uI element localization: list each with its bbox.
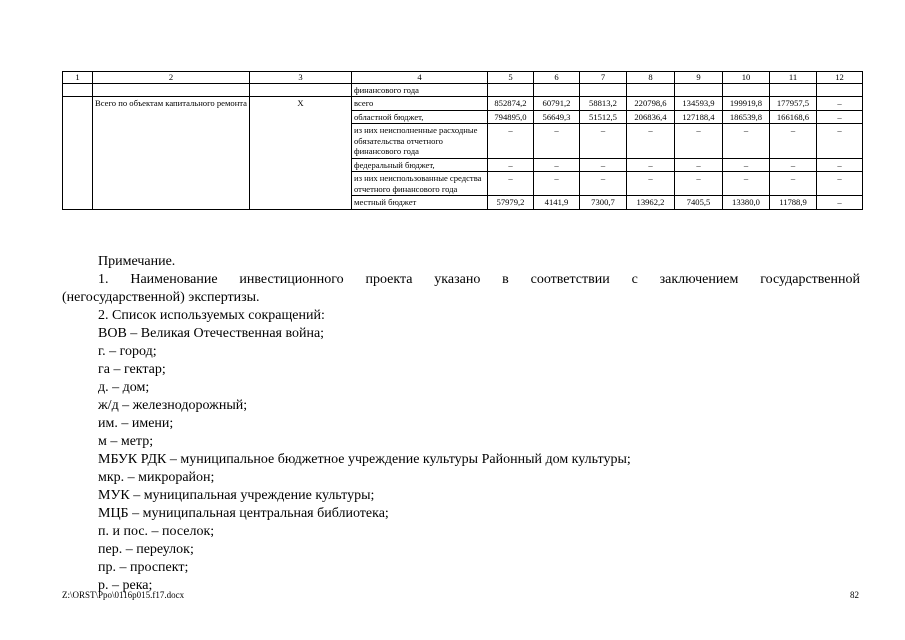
table-cell: 852874,2: [488, 97, 534, 111]
table-cell: –: [817, 196, 863, 210]
table-cell: –: [580, 158, 627, 172]
table-cell: 51512,5: [580, 110, 627, 124]
table-cell: 56649,3: [534, 110, 580, 124]
col-header: 6: [534, 72, 580, 84]
table-cell: –: [817, 110, 863, 124]
header-row: [63, 72, 863, 84]
table-cell: –: [817, 158, 863, 172]
table-cell: [63, 83, 93, 97]
col-header: 3: [250, 72, 352, 84]
row-label: областной бюджет,: [352, 110, 488, 124]
abbreviation-item: га – гектар;: [98, 362, 166, 377]
table-cell: 57979,2: [488, 196, 534, 210]
abbreviation-item: МБУК РДК – муниципальное бюджетное учреждение культуры Районный дом культуры;: [98, 452, 631, 467]
table-cell: –: [770, 124, 817, 159]
table-cell: 134593,9: [675, 97, 723, 111]
table-row: [63, 83, 863, 97]
table-cell: [723, 83, 770, 97]
group-marker: Х: [250, 97, 352, 210]
abbreviation-item: ВОВ – Великая Отечественная война;: [98, 326, 325, 341]
abbreviation-item: пр. – проспект;: [98, 560, 189, 575]
col-header: 8: [627, 72, 675, 84]
col-header: 7: [580, 72, 627, 84]
page-number: 82: [850, 590, 859, 600]
table-cell: 60791,2: [534, 97, 580, 111]
row-label: федеральный бюджет,: [352, 158, 488, 172]
table-cell: [63, 97, 93, 210]
table-cell: [770, 83, 817, 97]
table-cell: –: [675, 158, 723, 172]
abbreviation-item: мкр. – микрорайон;: [98, 470, 215, 485]
table-cell: [93, 83, 250, 97]
abbreviation-item: МУК – муниципальная учреждение культуры;: [98, 488, 375, 503]
table-cell: 186539,8: [723, 110, 770, 124]
col-header: 12: [817, 72, 863, 84]
table-cell: 11788,9: [770, 196, 817, 210]
table-cell: 13380,0: [723, 196, 770, 210]
table-cell: [250, 83, 352, 97]
table-cell: [534, 83, 580, 97]
table-cell: [488, 83, 534, 97]
table-cell: 177957,5: [770, 97, 817, 111]
table-cell: 4141,9: [534, 196, 580, 210]
table-cell: –: [817, 97, 863, 111]
abbreviation-item: пер. – переулок;: [98, 542, 194, 557]
table-cell: –: [627, 172, 675, 196]
table-cell: –: [627, 158, 675, 172]
table-cell: –: [580, 124, 627, 159]
row-label: всего: [352, 97, 488, 111]
budget-table: [62, 71, 863, 210]
col-header: 11: [770, 72, 817, 84]
table-cell: [817, 83, 863, 97]
table-cell: –: [534, 158, 580, 172]
table-cell: 794895,0: [488, 110, 534, 124]
col-header: 1: [63, 72, 93, 84]
abbreviation-item: г. – город;: [98, 344, 157, 359]
table-cell: 7300,7: [580, 196, 627, 210]
notes-title: Примечание.: [98, 254, 176, 269]
table-cell: –: [770, 172, 817, 196]
notes-section: [62, 253, 860, 595]
abbreviation-item: им. – имени;: [98, 416, 174, 431]
table-cell: [675, 83, 723, 97]
table-cell: 166168,6: [770, 110, 817, 124]
table-cell: 199919,8: [723, 97, 770, 111]
table-cell: –: [627, 124, 675, 159]
col-header: 10: [723, 72, 770, 84]
abbreviation-item: ж/д – железнодорожный;: [98, 398, 248, 413]
table-cell: –: [817, 124, 863, 159]
abbreviation-item: д. – дом;: [98, 380, 150, 395]
table-cell: –: [723, 172, 770, 196]
abbreviation-item: МЦБ – муниципальная центральная библиотека;: [98, 506, 389, 521]
table-cell: –: [488, 124, 534, 159]
table-cell: –: [675, 124, 723, 159]
table-row: [63, 97, 863, 111]
abbreviation-item: п. и пос. – поселок;: [98, 524, 215, 539]
table-cell: –: [580, 172, 627, 196]
table-cell: 13962,2: [627, 196, 675, 210]
table-cell: 7405,5: [675, 196, 723, 210]
table-cell: –: [723, 124, 770, 159]
table-cell: финансового года: [352, 83, 488, 97]
table-cell: –: [723, 158, 770, 172]
table-cell: [627, 83, 675, 97]
table-cell: [580, 83, 627, 97]
note-item-1-continuation: (негосударственной) экспертизы.: [62, 290, 260, 305]
table-cell: 206836,4: [627, 110, 675, 124]
row-label: из них неисполненные расходные обязательства отчетного финансового года: [352, 124, 488, 159]
note-item-2: 2. Список используемых сокращений:: [98, 308, 325, 323]
group-name: Всего по объектам капитального ремонта: [93, 97, 250, 210]
table-cell: 127188,4: [675, 110, 723, 124]
table-cell: –: [488, 172, 534, 196]
row-label: местный бюджет: [352, 196, 488, 210]
table-cell: 220798,6: [627, 97, 675, 111]
col-header: 2: [93, 72, 250, 84]
col-header: 9: [675, 72, 723, 84]
col-header: 4: [352, 72, 488, 84]
row-label: из них неиспользованные средства отчетного финансового года: [352, 172, 488, 196]
table-cell: 58813,2: [580, 97, 627, 111]
table-cell: –: [534, 124, 580, 159]
table-cell: –: [488, 158, 534, 172]
table-cell: –: [534, 172, 580, 196]
note-item-1: 1. Наименование инвестиционного проекта указано в соответствии с заключением государственной: [98, 272, 860, 287]
table-cell: –: [770, 158, 817, 172]
footer-file-path: Z:\ORST\Ppo\0116p015.f17.docx: [62, 590, 185, 600]
col-header: 5: [488, 72, 534, 84]
table-cell: –: [817, 172, 863, 196]
abbreviation-item: м – метр;: [98, 434, 154, 449]
abbreviation-item: р. – река;: [98, 578, 153, 593]
table-cell: –: [675, 172, 723, 196]
